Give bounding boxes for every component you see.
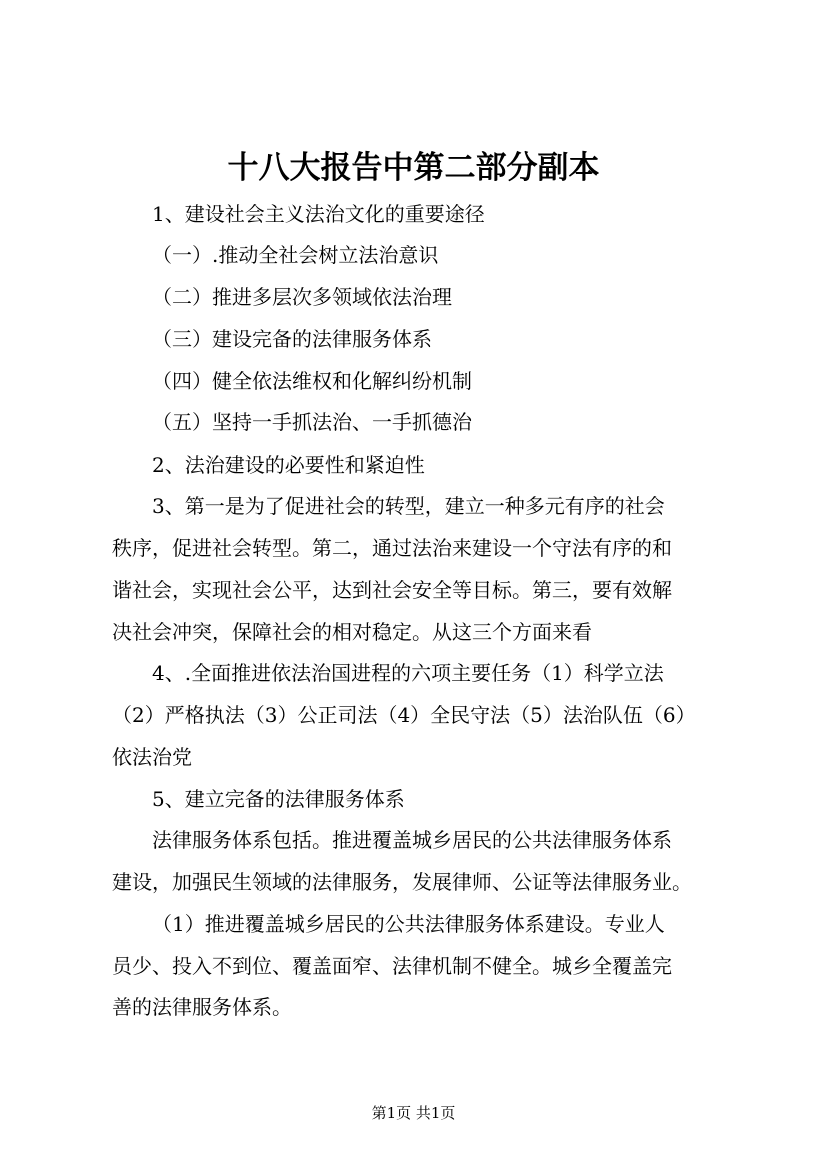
line-item-3: （三）建设完备的法律服务体系 <box>152 327 432 351</box>
paragraph-6-line-3: 善的法律服务体系。 <box>112 995 292 1019</box>
line-item-1: （一）.推动全社会树立法治意识 <box>152 243 439 267</box>
line-item-4: （四）健全依法维权和化解纠纷机制 <box>152 369 472 393</box>
page-footer: 第1页 共1页 <box>371 1104 456 1122</box>
paragraph-6-line-1: （1）推进覆盖城乡居民的公共法律服务体系建设。专业人 <box>152 912 665 936</box>
line-heading-1: 1、建设社会主义法治文化的重要途径 <box>152 202 485 226</box>
document-title: 十八大报告中第二部分副本 <box>227 150 600 186</box>
paragraph-4-line-3: 依法治党 <box>112 745 192 769</box>
paragraph-3-line-4: 决社会冲突，保障社会的相对稳定。从这三个方面来看 <box>112 620 592 644</box>
line-heading-5: 5、建立完备的法律服务体系 <box>152 787 405 811</box>
line-item-5: （五）坚持一手抓法治、一手抓德治 <box>152 410 472 434</box>
line-item-2: （二）推进多层次多领域依法治理 <box>152 285 452 309</box>
line-heading-2: 2、法治建设的必要性和紧迫性 <box>152 453 425 477</box>
paragraph-5-line-1: 法律服务体系包括。推进覆盖城乡居民的公共法律服务体系 <box>152 828 672 852</box>
paragraph-5-line-2: 建设，加强民生领域的法律服务，发展律师、公证等法律服务业。 <box>112 870 692 894</box>
paragraph-3-line-2: 秩序，促进社会转型。第二，通过法治来建设一个守法有序的和 <box>112 536 672 560</box>
paragraph-4-line-1: 4、.全面推进依法治国进程的六项主要任务（1）科学立法 <box>152 661 664 685</box>
paragraph-6-line-2: 员少、投入不到位、覆盖面窄、法律机制不健全。城乡全覆盖完 <box>112 954 672 978</box>
paragraph-3-line-3: 谐社会，实现社会公平，达到社会安全等目标。第三，要有效解 <box>112 578 672 602</box>
paragraph-4-line-2: （2）严格执法（3）公正司法（4）全民守法（5）法治队伍（6） <box>112 703 696 727</box>
paragraph-3-line-1: 3、第一是为了促进社会的转型，建立一种多元有序的社会 <box>152 494 665 518</box>
